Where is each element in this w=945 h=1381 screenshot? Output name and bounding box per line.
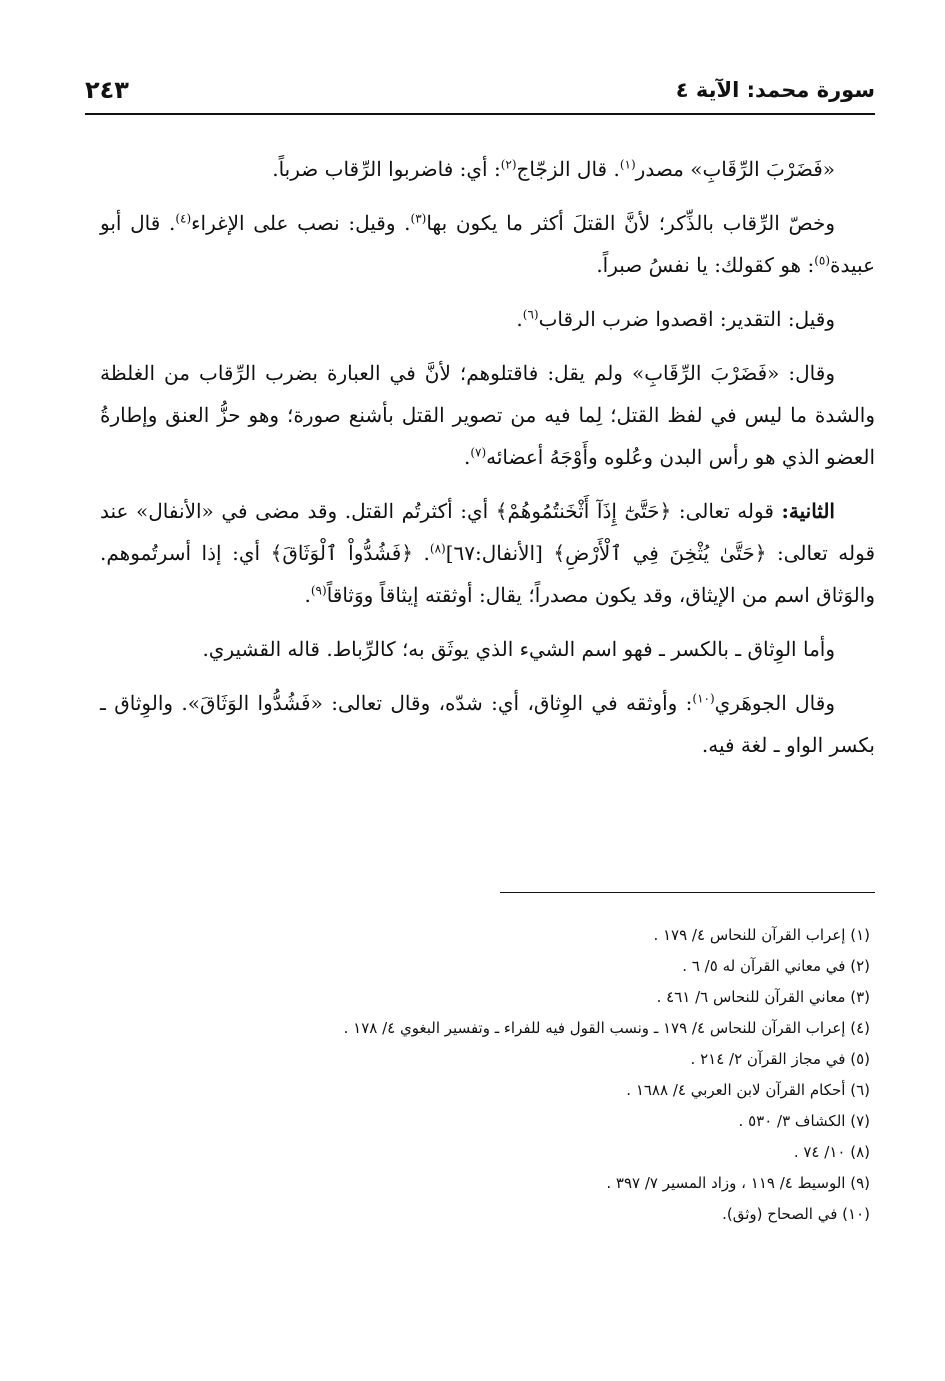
footnote: (٢) في معاني القرآن له ٥/ ٦ . bbox=[682, 957, 870, 975]
footnote-ref: (١٠) bbox=[692, 691, 715, 706]
footnote: (٣) معاني القرآن للنحاس ٦/ ٤٦١ . bbox=[656, 988, 870, 1006]
text-segment: وقيل: التقدير: اقصدوا ضرب الرقاب bbox=[538, 307, 835, 331]
footnote: (١٠) في الصحاح (وثق). bbox=[722, 1205, 870, 1223]
text-segment: قوله تعالى: ﴿حَتَّىٰٓ إِذَآ أَثْخَنتُمُوهُمْ﴾ أي: أكثرتُم القتل. وقد مضى في «الأنفال» عند قوله تعالى: ﴿حَتَّىٰ يُثْخِنَ فِي ٱلْأَرْضِ﴾ [الأنفال:٦٧] bbox=[100, 499, 876, 565]
footnotes bbox=[100, 920, 870, 1230]
footnote-ref: (٩) bbox=[310, 583, 327, 598]
footnote-separator bbox=[500, 892, 875, 893]
text-segment: . ﴿فَشُدُّواْ ٱلْوَثَاقَ﴾ أي: إذا أسرتُموهم. والوَثاق اسم من الإيثاق، وقد يكون مصدراً؛ يقال: أوثقته إيثاقاً ووَثاقاً bbox=[100, 541, 875, 607]
footnote: (٦) أحكام القرآن لابن العربي ٤/ ١٦٨٨ . bbox=[626, 1081, 870, 1099]
page-header bbox=[85, 70, 875, 110]
footnote-ref: (١) bbox=[619, 157, 636, 172]
text-segment: . bbox=[463, 445, 471, 469]
text-segment: وقال الجوهَري bbox=[714, 691, 835, 715]
footnote: (٩) الوسيط ٤/ ١١٩ ، وزاد المسير ٧/ ٣٩٧ . bbox=[606, 1174, 870, 1192]
text-segment: . وقيل: نصب على الإغراء bbox=[191, 211, 411, 235]
paragraph bbox=[100, 148, 875, 190]
footnote: (٧) الكشاف ٣/ ٥٣٠ . bbox=[738, 1112, 870, 1130]
footnote-ref: (٤) bbox=[175, 211, 192, 226]
text-segment: وخصّ الرِّقاب بالذِّكر؛ لأنَّ القتلَ أكثر ما يكون بها bbox=[426, 211, 835, 235]
text-segment: . bbox=[304, 583, 311, 607]
text-segment: وقال: «فَضَرْبَ الرِّقَابِ» ولم يقل: فاقتلوهم؛ لأنَّ في العبارة بضرب الرِّقاب من الغلظة والشدة ما ليس في لفظ القتل؛ لِما فيه من تصوير القتل بأشنع صورة؛ وهو حزُّ العنق وإطارةُ العضو الذي هو رأس البدن وعُلوه وأَوْجَهُ أعضائه bbox=[100, 361, 875, 469]
paragraph-lead: الثانية: bbox=[781, 499, 835, 523]
footnote-ref: (٨) bbox=[429, 541, 446, 556]
footnote: (٨) ١٠/ ٧٤ . bbox=[793, 1143, 870, 1161]
text-segment: : وأوثقه في الوِثاق، أي: شدّه، وقال تعالى: «فَشُدُّوا الوَثَاقَ». والوِثاق ـ بكسر الواو ـ لغة فيه. bbox=[100, 691, 875, 757]
text-segment: . قال أبو عبيدة bbox=[100, 211, 875, 277]
footnote-ref: (٧) bbox=[470, 445, 487, 460]
paragraph bbox=[100, 352, 875, 478]
text-segment: . bbox=[516, 307, 523, 331]
paragraph bbox=[100, 490, 875, 616]
header-rule bbox=[85, 113, 875, 115]
footnote: (٤) إعراب القرآن للنحاس ٤/ ١٧٩ ـ ونسب القول فيه للفراء ـ وتفسير البغوي ٤/ ١٧٨ . bbox=[343, 1019, 870, 1037]
footnote-ref: (٢) bbox=[500, 157, 517, 172]
footnote-ref: (٥) bbox=[814, 253, 831, 268]
text-segment: وأما الوِثاق ـ بالكسر ـ فهو اسم الشيء الذي يوثَق به؛ كالرِّباط. قاله القشيري. bbox=[202, 637, 835, 661]
text-segment: : هو كقولك: يا نفسُ صبراً. bbox=[596, 253, 815, 277]
main-text bbox=[100, 148, 875, 778]
paragraph bbox=[100, 682, 875, 766]
footnote: (١) إعراب القرآن للنحاس ٤/ ١٧٩ . bbox=[653, 926, 870, 944]
paragraph bbox=[100, 298, 875, 340]
footnote: (٥) في مجاز القرآن ٢/ ٢١٤ . bbox=[690, 1050, 870, 1068]
footnote-ref: (٣) bbox=[410, 211, 427, 226]
paragraph bbox=[100, 202, 875, 286]
running-title: سورة محمد: الآية ٤ bbox=[675, 78, 875, 102]
footnote-ref: (٦) bbox=[522, 307, 539, 322]
text-segment: «فَضَرْبَ الرِّقَابِ» مصدر bbox=[635, 157, 835, 181]
text-segment: . قال الزجّاج bbox=[516, 157, 620, 181]
text-segment: : أي: فاضربوا الرِّقاب ضرباً. bbox=[272, 157, 501, 181]
paragraph bbox=[100, 628, 875, 670]
page-number: ٢٤٣ bbox=[85, 76, 129, 104]
